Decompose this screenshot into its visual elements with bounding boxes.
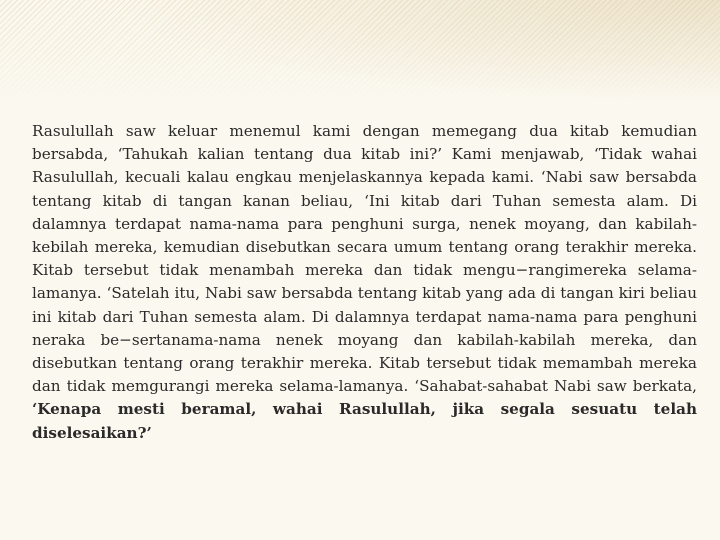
paragraph-text: Rasulullah saw keluar menemul kami dengan memegang dua kitab kemudian bersabda, ‘Tahukah kalian tentang dua kitab ini?’ Kami menjawab, ‘Tidak wahai Rasulullah, kecuali kalau engkau menjelaskannya kepada kami. ‘Nabi saw bersabda tentang kitab di tangan kanan beliau, ‘Ini kitab dari Tuhan semesta alam. Di dalamnya terdapat nama-nama para penghuni surga, nenek moyang, dan kabilah-kebilah mereka, kemudian disebutkan secara umum tentang orang terakhir mereka. Kitab tersebut tidak menambah mereka dan tidak mengu−rangimereka selama-lamanya. ‘Satelah itu, Nabi saw bersabda tentang kitab yang ada di tangan kiri beliau ini kitab dari Tuhan semesta alam. Di dalamnya terdapat nama-nama para penghuni neraka be−sertanama-nama nenek moyang dan kabilah-kabilah mereka, dan disebutkan tentang orang terakhir mereka. Kitab tersebut tidak memambah mereka dan tidak memgurangi mereka selama-lamanya. ‘Sahabat-sahabat Nabi saw berkata, [32,122,697,396]
emphasis-text: ‘Kenapa mesti beramal, wahai Rasulullah, jika segala sesuatu telah diselesaikan?’ [32,400,697,442]
slide-text-block [32,120,697,445]
body-paragraph [32,120,697,445]
decorative-corner-shade [0,0,720,120]
